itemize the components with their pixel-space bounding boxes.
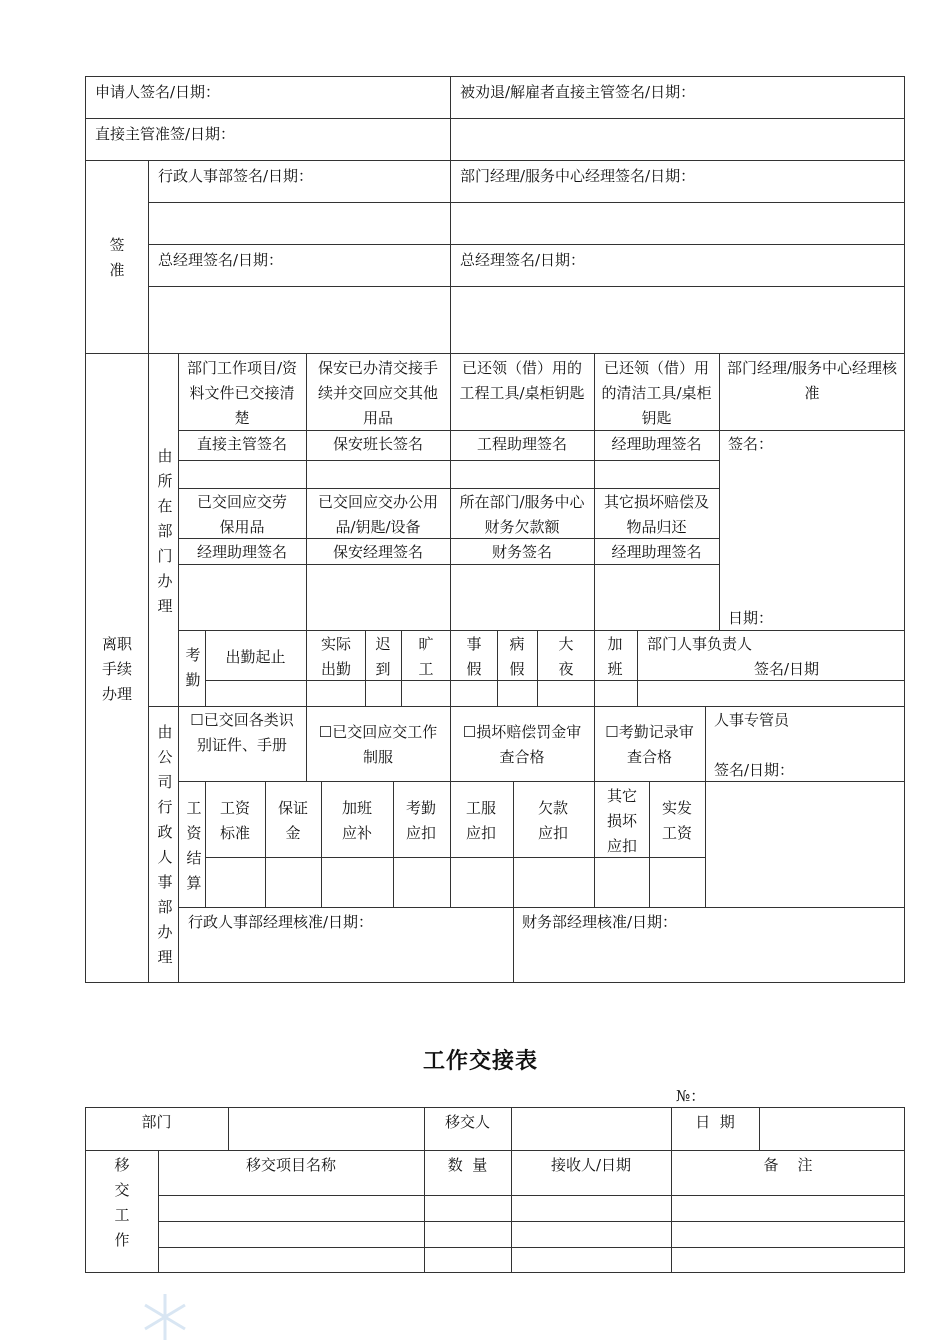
handover-item-name-header: 移交项目名称: [245, 1156, 336, 1174]
salary-standard: 工资标准: [219, 799, 250, 842]
item-finance-debt: 所在部门/服务中心财务欠款额: [459, 493, 585, 536]
attendance-late: 迟到: [375, 635, 391, 678]
handover-section-label: 移交工作: [114, 1156, 130, 1249]
dept-sign-label: 签名：: [728, 435, 774, 453]
hr-officer-sign-date: 签名/日期：: [714, 761, 795, 779]
check-uniform: ☐已交回应交工作制服: [318, 723, 438, 766]
salary-attendance-deduction: 考勤应扣: [405, 799, 436, 842]
salary-label: 工资结算: [186, 799, 202, 892]
salary-overtime-pay: 加班应补: [341, 799, 372, 842]
salary-deposit: 保证金: [277, 799, 308, 842]
attendance-absent: 旷工: [418, 635, 434, 678]
admin-hr-sign-label: 行政人事部签名/日期：: [158, 167, 314, 185]
attendance-sick-leave: 病假: [509, 635, 525, 678]
handover-form-title: 工作交接表: [423, 1048, 539, 1074]
item-engineering-tools: 已还领（借）用的工程工具/桌柜钥匙: [459, 359, 585, 402]
admin-mgr-approve-label: 行政人事部经理核准/日期：: [188, 913, 374, 931]
handover-transferor-label: 移交人: [444, 1113, 490, 1131]
attendance-night-shift: 大夜: [558, 635, 574, 678]
sign-manager-assistant-3: 经理助理签名: [611, 543, 702, 561]
handover-number-label: №：: [676, 1087, 706, 1105]
attendance-personal-leave: 事假: [466, 635, 482, 678]
salary-actual-paid: 实发工资: [661, 799, 692, 842]
approval-label: 签准: [109, 236, 125, 279]
resign-procedure-label: 离职手续办理: [101, 635, 132, 703]
item-damage-compensation: 其它损坏赔偿及物品归还: [603, 493, 709, 536]
sign-manager-assistant-2: 经理助理签名: [196, 543, 287, 561]
item-work-docs: 部门工作项目/资料文件已交接清楚: [186, 359, 298, 427]
attendance-overtime: 加班: [607, 635, 623, 678]
dept-mgr-sign-label: 部门经理/服务中心经理签名/日期：: [460, 167, 696, 185]
gm-sign-left-label: 总经理签名/日期：: [158, 251, 284, 269]
sign-engineering-assistant: 工程助理签名: [476, 435, 567, 453]
sign-direct-supervisor: 直接主管签名: [196, 435, 287, 453]
item-cleaning-tools: 已还领（借）用的清洁工具/桌柜钥匙: [601, 359, 712, 427]
supervisor-sign-label: 被劝退/解雇者直接主管签名/日期：: [460, 83, 696, 101]
dept-date-label: 日期：: [728, 609, 774, 627]
gm-sign-right-label: 总经理签名/日期：: [460, 251, 586, 269]
sign-security-leader: 保安班长签名: [332, 435, 423, 453]
attendance-hr-person: 部门人事负责人: [647, 635, 753, 653]
direct-approve-label: 直接主管准签/日期：: [95, 125, 236, 143]
check-id-cards: ☐已交回各类识别证件、手册: [190, 711, 294, 754]
handover-date-label: 日 期: [695, 1113, 735, 1131]
salary-uniform-deduction: 工服应扣: [465, 799, 496, 842]
applicant-sign-label: 申请人签名/日期：: [95, 83, 221, 101]
check-attendance-record: ☐考勤记录审查合格: [605, 723, 694, 766]
handover-quantity-header: 数 量: [447, 1156, 488, 1174]
snowflake-watermark-icon: [140, 1292, 190, 1342]
check-damage-fine: ☐损坏赔偿罚金审查合格: [462, 723, 582, 766]
finance-mgr-approve-label: 财务部经理核准/日期：: [522, 913, 678, 931]
item-office-supplies: 已交回应交办公用品/钥匙/设备: [317, 493, 438, 536]
sign-finance: 财务签名: [491, 543, 552, 561]
salary-debt-deduction: 欠款应扣: [537, 799, 568, 842]
item-security-handover: 保安已办清交接手续并交回应交其他用品: [317, 359, 438, 427]
company-section-label: 由公司行政人事部办理: [157, 723, 173, 966]
hr-officer-label: 人事专管员: [714, 711, 790, 729]
sign-security-manager: 保安经理签名: [332, 543, 423, 561]
attendance-label: 考勤: [185, 646, 201, 689]
dept-mgr-approve-label: 部门经理/服务中心经理核准: [726, 359, 898, 402]
item-protective-gear: 已交回应交劳保用品: [196, 493, 287, 536]
handover-remarks-header: 备 注: [763, 1156, 813, 1174]
handover-dept-label: 部门: [141, 1113, 172, 1131]
attendance-period: 出勤起止: [225, 648, 286, 666]
attendance-sign-date: 签名/日期: [754, 660, 820, 678]
sign-manager-assistant-1: 经理助理签名: [611, 435, 702, 453]
attendance-actual: 实际出勤: [320, 635, 351, 678]
handover-receiver-header: 接收人/日期: [550, 1156, 632, 1174]
salary-other-deduction: 其它损坏应扣: [606, 787, 637, 855]
dept-section-label: 由所在部门办理: [157, 447, 173, 615]
